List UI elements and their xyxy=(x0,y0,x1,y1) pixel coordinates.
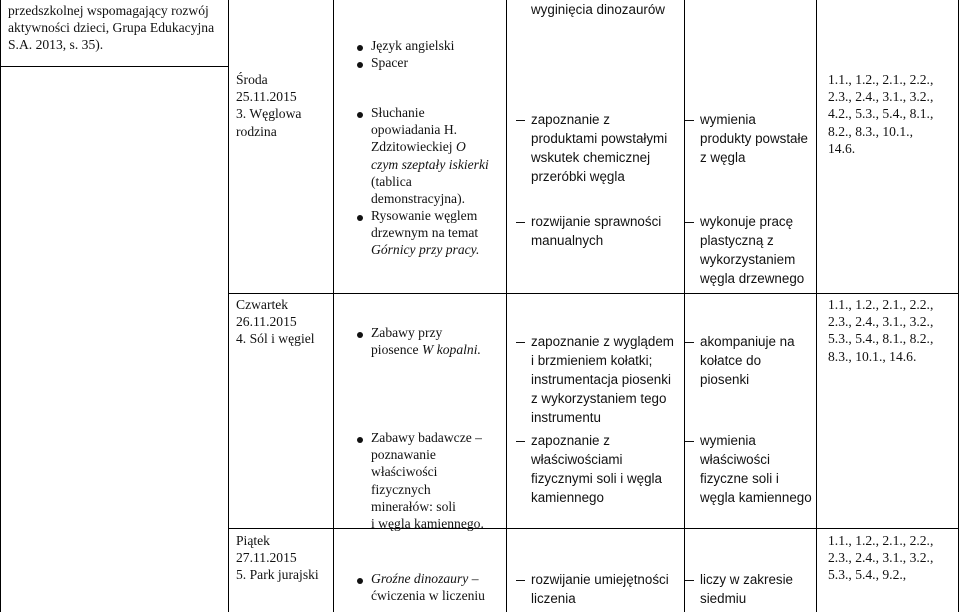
activity-title: Groźne dinozaury – xyxy=(371,571,479,586)
code-text: 14.6. xyxy=(828,140,856,156)
activity-text: Język angielski xyxy=(371,38,455,53)
day-topic: 5. Park jurajski xyxy=(236,567,319,583)
outcome-text: węgla drzewnego xyxy=(700,271,805,286)
activity-story-listening xyxy=(371,104,489,207)
dash-icon xyxy=(685,342,694,343)
code-text: 1.1., 1.2., 2.1., 2.2., xyxy=(828,72,934,87)
activity-text: minerałów: soli xyxy=(371,498,456,514)
outcome-coal-products xyxy=(700,110,808,167)
dash-icon xyxy=(685,441,694,442)
goal-text: instrumentacja piosenki xyxy=(531,372,671,387)
goal-text: liczenia xyxy=(531,591,576,606)
bullet-icon xyxy=(357,215,363,221)
outcome-accompaniment xyxy=(700,332,795,389)
column-divider-4 xyxy=(684,0,685,612)
code-text: 2.3., 2.4., 3.1., 3.2., xyxy=(828,550,934,566)
activity-text: ćwiczenia w liczeniu xyxy=(371,588,485,604)
bullet-icon xyxy=(357,62,363,68)
activity-text: Zabawy przy xyxy=(371,325,443,340)
outcome-text: produkty powstałe xyxy=(700,131,808,146)
day-topic: 3. Węglowa xyxy=(236,106,302,122)
activity-charcoal-drawing xyxy=(371,207,479,259)
author-name: Zdzitowieckiej xyxy=(371,139,453,155)
outcome-text: plastyczną z xyxy=(700,233,774,248)
activity-research-games xyxy=(371,429,484,532)
code-text: 8.3., 10.1., 14.6. xyxy=(828,348,917,364)
reference-text xyxy=(8,2,214,54)
column-divider-3 xyxy=(506,0,507,612)
goal-text: i brzmieniem kołatki; xyxy=(531,353,653,368)
goal-text: wskutek chemicznej xyxy=(531,150,651,165)
day-topic: rodzina xyxy=(236,123,277,139)
goal-text: zapoznanie z xyxy=(531,433,610,448)
activity-dinosaurs xyxy=(371,570,485,604)
dash-icon xyxy=(516,120,525,121)
outcome-text: wykorzystaniem xyxy=(700,252,796,267)
code-text: 2.3., 2.4., 3.1., 3.2., xyxy=(828,314,934,330)
code-text: 1.1., 1.2., 2.1., 2.2., xyxy=(828,297,934,312)
artwork-title: Górnicy przy pracy. xyxy=(371,242,480,258)
activity-walk xyxy=(371,54,408,71)
dash-icon xyxy=(685,120,694,121)
day-name: Środa xyxy=(236,72,268,87)
goal-text: manualnych xyxy=(531,233,604,248)
activity-song-games xyxy=(371,324,481,358)
dash-icon xyxy=(516,342,525,343)
code-text: 5.3., 5.4., 9.2., xyxy=(828,567,907,583)
activity-text: Spacer xyxy=(371,55,408,70)
activity-text: (tablica xyxy=(371,173,412,189)
activity-text: właściwości xyxy=(371,464,438,480)
goal-text: wyginięcia dinozaurów xyxy=(531,2,665,17)
outcome-text: siedmiu xyxy=(700,591,747,606)
activity-text: demonstracyjna). xyxy=(371,191,465,207)
activity-text-part: piosence xyxy=(371,342,422,358)
codes-wednesday xyxy=(828,71,933,157)
dash-icon xyxy=(516,580,525,581)
outcome-text: wykonuje pracę xyxy=(700,214,794,229)
goal-text: zapoznanie z xyxy=(531,112,610,127)
goal-clapper xyxy=(531,332,674,427)
outcome-text: akompaniuje na xyxy=(700,334,795,349)
goal-text: instrumentu xyxy=(531,410,601,425)
story-title-part: O xyxy=(455,139,466,155)
goal-text: fizycznymi soli i węgla xyxy=(531,471,662,486)
dash-icon xyxy=(516,441,525,442)
activity-text: fizycznych xyxy=(371,481,431,497)
row-divider-thu-fri xyxy=(228,528,959,529)
bullet-icon xyxy=(357,45,363,51)
day-topic: 4. Sól i węgiel xyxy=(236,331,315,347)
dash-icon xyxy=(685,580,694,581)
activity-text: opowiadania H. xyxy=(371,122,458,138)
outcome-text: fizyczne soli i xyxy=(700,471,779,486)
day-date: 26.11.2015 xyxy=(236,314,297,330)
activity-text: Słuchanie xyxy=(371,105,425,120)
goal-text: kamiennego xyxy=(531,490,604,505)
day-date: 27.11.2015 xyxy=(236,550,297,566)
table-border-right xyxy=(958,0,959,612)
goal-properties xyxy=(531,431,662,507)
outcome-counting xyxy=(700,570,793,608)
activity-english xyxy=(371,37,454,54)
day-name: Piątek xyxy=(236,533,270,548)
goal-text: rozwijanie sprawności xyxy=(531,214,662,229)
goal-coal-products xyxy=(531,110,667,186)
goal-text: zapoznanie z wyglądem xyxy=(531,334,674,349)
code-text: 2.3., 2.4., 3.1., 3.2., xyxy=(828,89,934,105)
outcome-text: węgla kamiennego xyxy=(700,490,812,505)
goal-text: przeróbki węgla xyxy=(531,169,625,184)
outcome-text: właściwości xyxy=(700,452,770,467)
column-divider-1 xyxy=(228,0,229,612)
day-cell-wednesday xyxy=(236,71,301,140)
goal-text: z wykorzystaniem tego xyxy=(531,391,667,406)
outcome-text: z węgla xyxy=(700,150,746,165)
row-divider-top xyxy=(0,66,229,67)
reference-line: przedszkolnej wspomagający rozwój xyxy=(8,3,209,18)
goal-text: produktami powstałymi xyxy=(531,131,668,146)
reference-line: S.A. 2013, s. 35). xyxy=(8,37,104,53)
dash-icon xyxy=(516,222,525,223)
dash-icon xyxy=(685,222,694,223)
activity-text: drzewnym na temat xyxy=(371,225,479,241)
story-title: czym szeptały iskierki xyxy=(371,156,489,172)
column-divider-5 xyxy=(816,0,817,612)
code-text: 1.1., 1.2., 2.1., 2.2., xyxy=(828,533,934,548)
goal-counting xyxy=(531,570,669,608)
goal-manual-skills xyxy=(531,212,661,250)
goal-text: rozwijanie umiejętności xyxy=(531,572,669,587)
table-border-left xyxy=(0,0,1,612)
day-date: 25.11.2015 xyxy=(236,89,297,105)
activity-text xyxy=(371,341,481,358)
outcome-properties xyxy=(700,431,812,507)
codes-friday xyxy=(828,532,933,584)
outcome-text: piosenki xyxy=(700,372,750,387)
outcome-art-work xyxy=(700,212,804,288)
outcome-text: kołatce do xyxy=(700,353,762,368)
goal-text: właściwościami xyxy=(531,452,623,467)
outcome-text: wymienia xyxy=(700,433,756,448)
activity-text: Zabawy badawcze – xyxy=(371,430,482,445)
code-text: 5.3., 5.4., 8.1., 8.2., xyxy=(828,331,934,347)
bullet-icon xyxy=(357,112,363,118)
outcome-text: wymienia xyxy=(700,112,756,127)
activity-text: poznawanie xyxy=(371,447,436,463)
bullet-icon xyxy=(357,332,363,338)
bullet-icon xyxy=(357,437,363,443)
code-text: 4.2., 5.3., 5.4., 8.1., xyxy=(828,106,934,122)
song-title: W kopalni. xyxy=(421,342,481,358)
outcome-text: liczy w zakresie xyxy=(700,572,794,587)
reference-line: aktywności dzieci, Grupa Edukacyjna xyxy=(8,20,215,36)
row-divider-wed-thu xyxy=(228,293,959,294)
activity-text: i węgla kamiennego. xyxy=(371,516,484,532)
day-cell-friday xyxy=(236,532,319,584)
bullet-icon xyxy=(357,578,363,584)
column-divider-2 xyxy=(333,0,334,612)
codes-thursday xyxy=(828,296,933,365)
day-cell-thursday xyxy=(236,296,315,348)
activity-text: Rysowanie węglem xyxy=(371,208,478,223)
activity-text xyxy=(371,138,489,155)
goal-top-continuation xyxy=(531,0,665,19)
code-text: 8.2., 8.3., 10.1., xyxy=(828,123,913,139)
day-name: Czwartek xyxy=(236,297,289,312)
